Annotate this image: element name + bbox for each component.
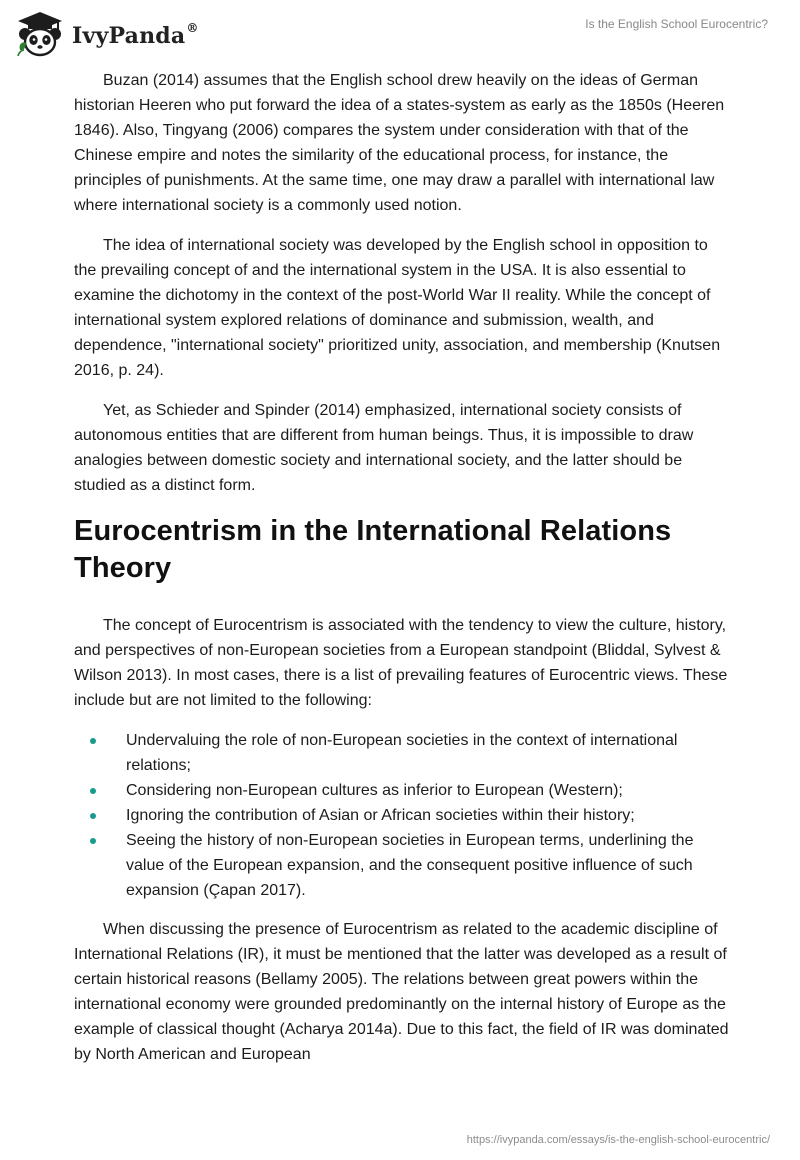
brand-name: IvyPanda® — [72, 21, 199, 49]
page-header — [0, 0, 800, 60]
document-title: Is the English School Eurocentric? — [585, 17, 768, 31]
list-item-text: Ignoring the contribution of Asian or African societies within their history; — [126, 807, 635, 824]
paragraph: Buzan (2014) assumes that the English school drew heavily on the ideas of German historian Heeren who put forward the idea of a states-system as early as the 1850s (Heeren 1846). Also, Tingyang (2006) compares the system under consideration with that of the Chinese empire and notes the similarity of the educational process, for instance, the principles of punishments. At the same time, one may draw a parallel with international law where international society is a commonly used notion. — [74, 72, 725, 214]
paragraph: The idea of international society was developed by the English school in opposition to the prevailing concept of and the international system in the USA. It is also essential to examine the dichotomy in the context of the post-World War II reality. While the concept of international system explored relations of dominance and submission, wealth, and dependence, "international society" prioritized unity, association, and membership (Knutsen 2016, p. 24). — [74, 237, 721, 379]
list-item-text: Seeing the history of non-European societies in European terms, underlining the value of the European expansion, and the consequent positive influence of such expansion (Çapan 2017). — [126, 832, 694, 899]
bullet-dot-icon — [90, 738, 96, 744]
source-url-link[interactable]: https://ivypanda.com/essays/is-the-english-school-eurocentric/ — [466, 1134, 770, 1146]
bullet-dot-icon — [90, 788, 96, 794]
bullet-list — [74, 728, 734, 903]
list-item-text: Undervaluing the role of non-European societies in the context of international relations; — [126, 732, 678, 774]
ivypanda-logo[interactable] — [14, 8, 199, 60]
closing-paragraph: When discussing the presence of Eurocentrism as related to the academic discipline of International Relations (IR), it must be mentioned that the latter was developed as a result of certain historical reasons (Bellamy 2005). The relations between great powers within the international economy were grounded predominantly on the internal history of Europe as the example of classical thought (Acharya 2014a). Due to this fact, the field of IR was dominated by North American and European — [74, 921, 729, 1063]
intro-paragraph: The concept of Eurocentrism is associated with the tendency to view the culture, history, and perspectives of non-European societies from a European standpoint (Bliddal, Sylvest & Wilson 2013). In most cases, there is a list of prevailing features of Eurocentric views. These include but are not limited to the following: — [74, 617, 728, 709]
bullet-dot-icon — [90, 813, 96, 819]
list-item-text: Considering non-European cultures as inferior to European (Western); — [126, 782, 623, 799]
list-item — [74, 728, 734, 778]
panda-graduate-icon — [14, 10, 66, 58]
article-body — [74, 68, 734, 1082]
bullet-dot-icon — [90, 838, 96, 844]
list-item — [74, 803, 734, 828]
paragraph: Yet, as Schieder and Spinder (2014) emphasized, international society consists of autonomous entities that are different from human beings. Thus, it is impossible to draw analogies between domestic society and international society, and the latter should be studied as a distinct form. — [74, 402, 694, 494]
list-item — [74, 828, 734, 903]
list-item — [74, 778, 734, 803]
section-heading: Eurocentrism in the International Relations Theory — [74, 515, 672, 584]
